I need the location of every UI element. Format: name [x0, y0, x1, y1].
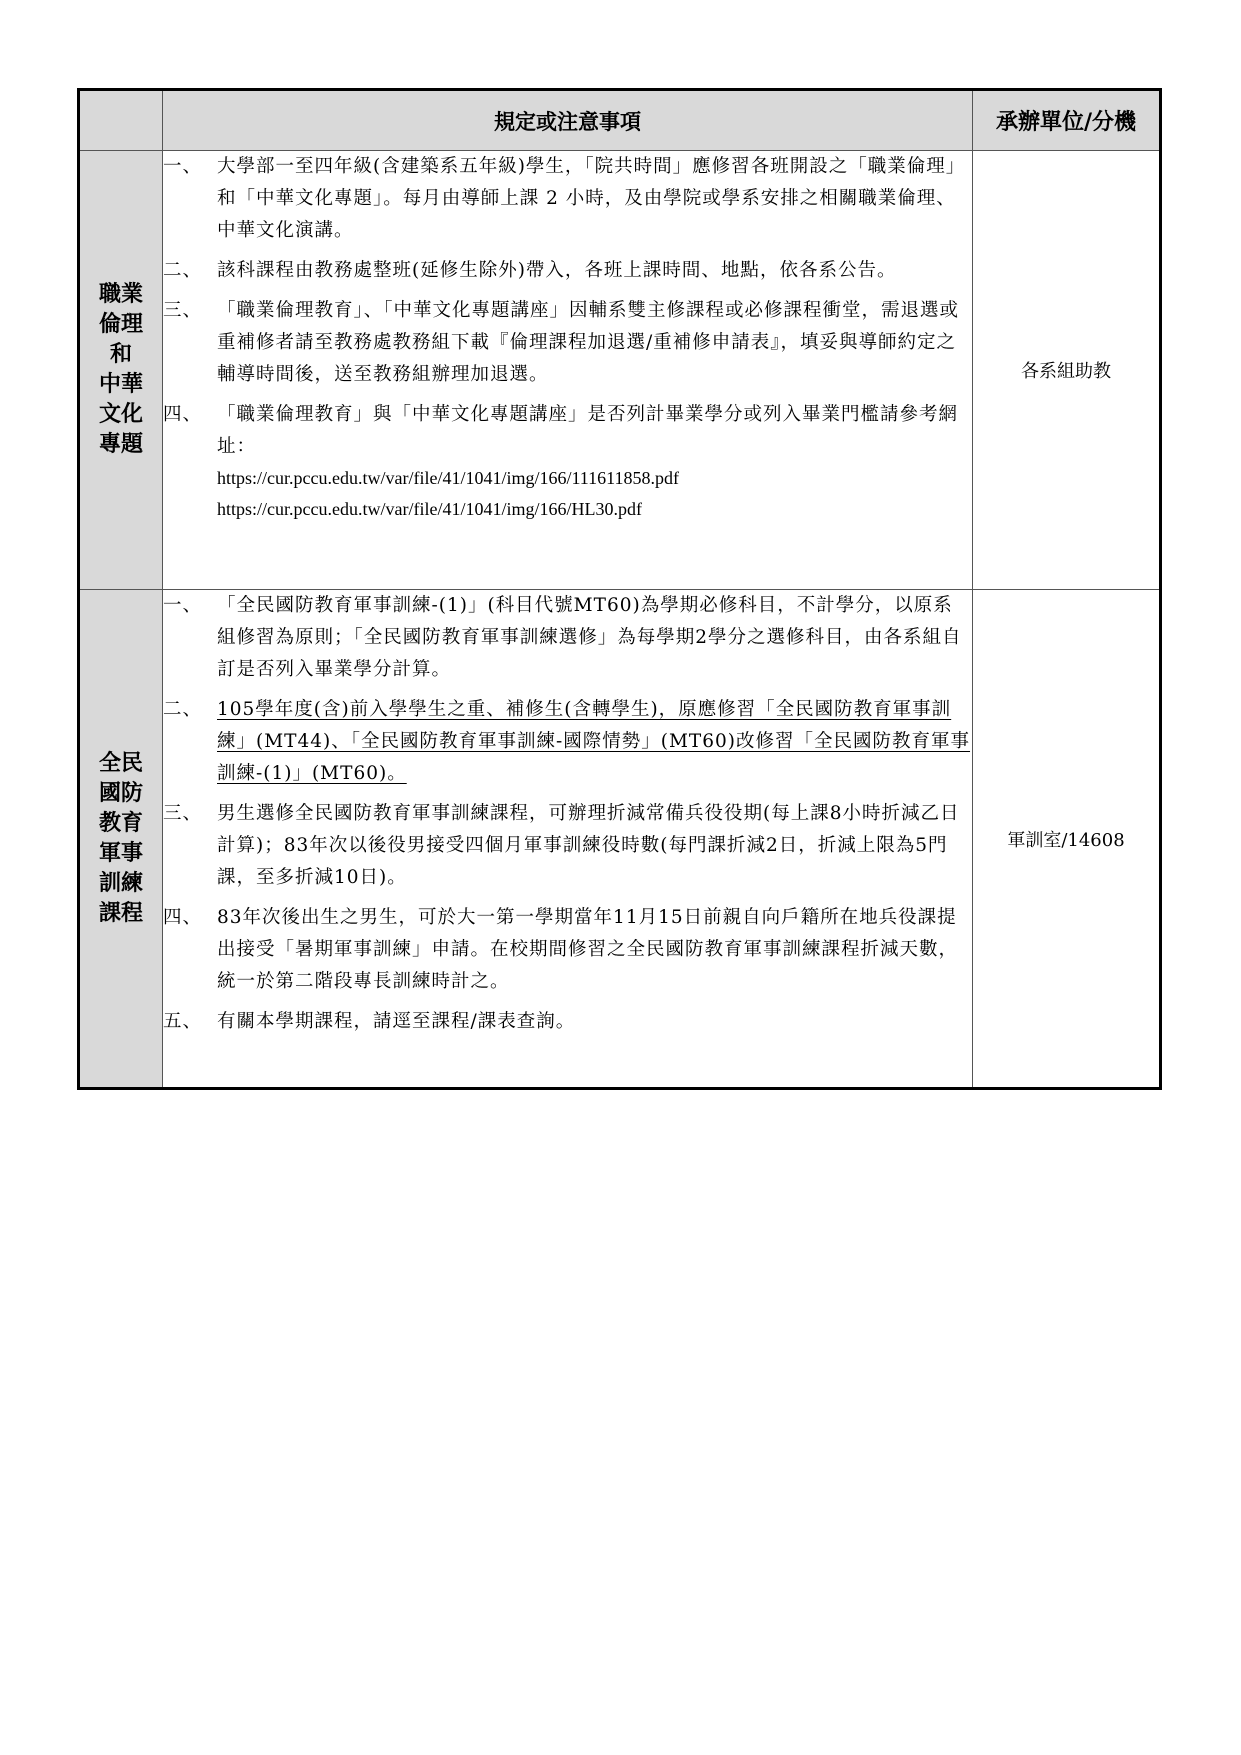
- rules-military: [163, 590, 973, 1089]
- rule-item: [163, 1006, 972, 1038]
- rule-number: 一、: [163, 156, 203, 177]
- rule-text: 有關本學期課程，請逕至課程/課表查詢。: [217, 1011, 576, 1032]
- rule-item: [163, 399, 972, 525]
- rule-text-underlined: 105學年度(含)前入學學生之重、補修生(含轉學生)，原應修習「全民國防教育軍事訓練」(MT44)、「全民國防教育軍事訓練-國際情勢」(MT60)改修習「全民國防教育軍事訓練-(1)」(MT60)。: [217, 699, 971, 784]
- rule-number: 一、: [163, 595, 203, 616]
- header-rules: 規定或注意事項: [163, 90, 973, 151]
- category-line: 專題: [98, 432, 143, 457]
- rule-item: [163, 255, 972, 287]
- reference-url-link[interactable]: https://cur.pccu.edu.tw/var/file/41/1041/img/166/HL30.pdf: [217, 499, 642, 519]
- category-line: 軍事: [98, 840, 143, 866]
- rule-text: 「全民國防教育軍事訓練-(1)」(科目代號MT60)為學期必修科目，不計學分，以原系組修習為原則；「全民國防教育軍事訓練選修」為每學期2學分之選修科目，由各系組自訂是否列入畢業學分計算。: [217, 595, 962, 680]
- section-row-ethics: [79, 151, 1161, 590]
- header-blank-cell: [79, 90, 163, 151]
- category-line: 和: [109, 342, 132, 367]
- rule-number: 二、: [163, 260, 203, 281]
- rule-item: [163, 798, 972, 894]
- category-line: 中華: [98, 372, 143, 397]
- rule-item: [163, 590, 972, 686]
- rule-item: [163, 902, 972, 998]
- rule-number: 三、: [163, 300, 203, 321]
- category-line: 全民: [98, 750, 143, 776]
- rule-number: 三、: [163, 803, 203, 824]
- category-line: 倫理: [98, 312, 143, 337]
- rule-item: [163, 694, 972, 790]
- rule-text: 83年次後出生之男生，可於大一第一學期當年11月15日前親自向戶籍所在地兵役課提出接受「暑期軍事訓練」申請。在校期間修習之全民國防教育軍事訓練課程折減天數，統一於第二階段專長訓練時計之。: [217, 907, 959, 992]
- rule-text: 大學部一至四年級(含建築系五年級)學生，「院共時間」應修習各班開設之「職業倫理」和「中華文化專題」。每月由導師上課 2 小時，及由學院或學系安排之相關職業倫理、中華文化演講。: [217, 156, 966, 241]
- rule-text: 「職業倫理教育」與「中華文化專題講座」是否列計畢業學分或列入畢業門檻請參考網址：: [217, 404, 959, 457]
- category-line: 文化: [98, 402, 143, 427]
- reference-url-link[interactable]: https://cur.pccu.edu.tw/var/file/41/1041/img/166/111611858.pdf: [217, 468, 679, 488]
- category-line: 國防: [98, 780, 143, 806]
- category-line: 職業: [98, 282, 143, 307]
- rule-number: 五、: [163, 1011, 203, 1032]
- rule-item: [163, 151, 972, 247]
- rule-number: 四、: [163, 404, 203, 425]
- rule-text: 「職業倫理教育」、「中華文化專題講座」因輔系雙主修課程或必修課程衝堂，需退選或重補修者請至教務處教務組下載『倫理課程加退選/重補修申請表』，填妥與導師約定之輔導時間後，送至教務組辦理加退選。: [217, 300, 960, 385]
- category-military: [79, 590, 163, 1089]
- category-line: 課程: [98, 900, 143, 926]
- category-line: 訓練: [98, 870, 143, 896]
- header-row: [79, 90, 1161, 151]
- rules-ethics: [163, 151, 973, 590]
- header-unit: 承辦單位/分機: [973, 90, 1161, 151]
- category-line: 教育: [98, 810, 143, 836]
- unit-military: 軍訓室/14608: [973, 590, 1161, 1089]
- category-ethics: [79, 151, 163, 590]
- rule-number: 二、: [163, 699, 203, 720]
- section-row-military: [79, 590, 1161, 1089]
- rules-table: [77, 88, 1162, 1090]
- rule-number: 四、: [163, 907, 203, 928]
- rule-item: [163, 295, 972, 391]
- rule-text-with-links: [217, 399, 972, 525]
- unit-ethics: 各系組助教: [973, 151, 1161, 590]
- rule-text: 男生選修全民國防教育軍事訓練課程，可辦理折減常備兵役役期(每上課8小時折減乙日計算)；83年次以後役男接受四個月軍事訓練役時數(每門課折減2日，折減上限為5門課，至多折減10日)。: [217, 803, 960, 888]
- rule-text: 該科課程由教務處整班(延修生除外)帶入，各班上課時間、地點，依各系公告。: [217, 260, 897, 281]
